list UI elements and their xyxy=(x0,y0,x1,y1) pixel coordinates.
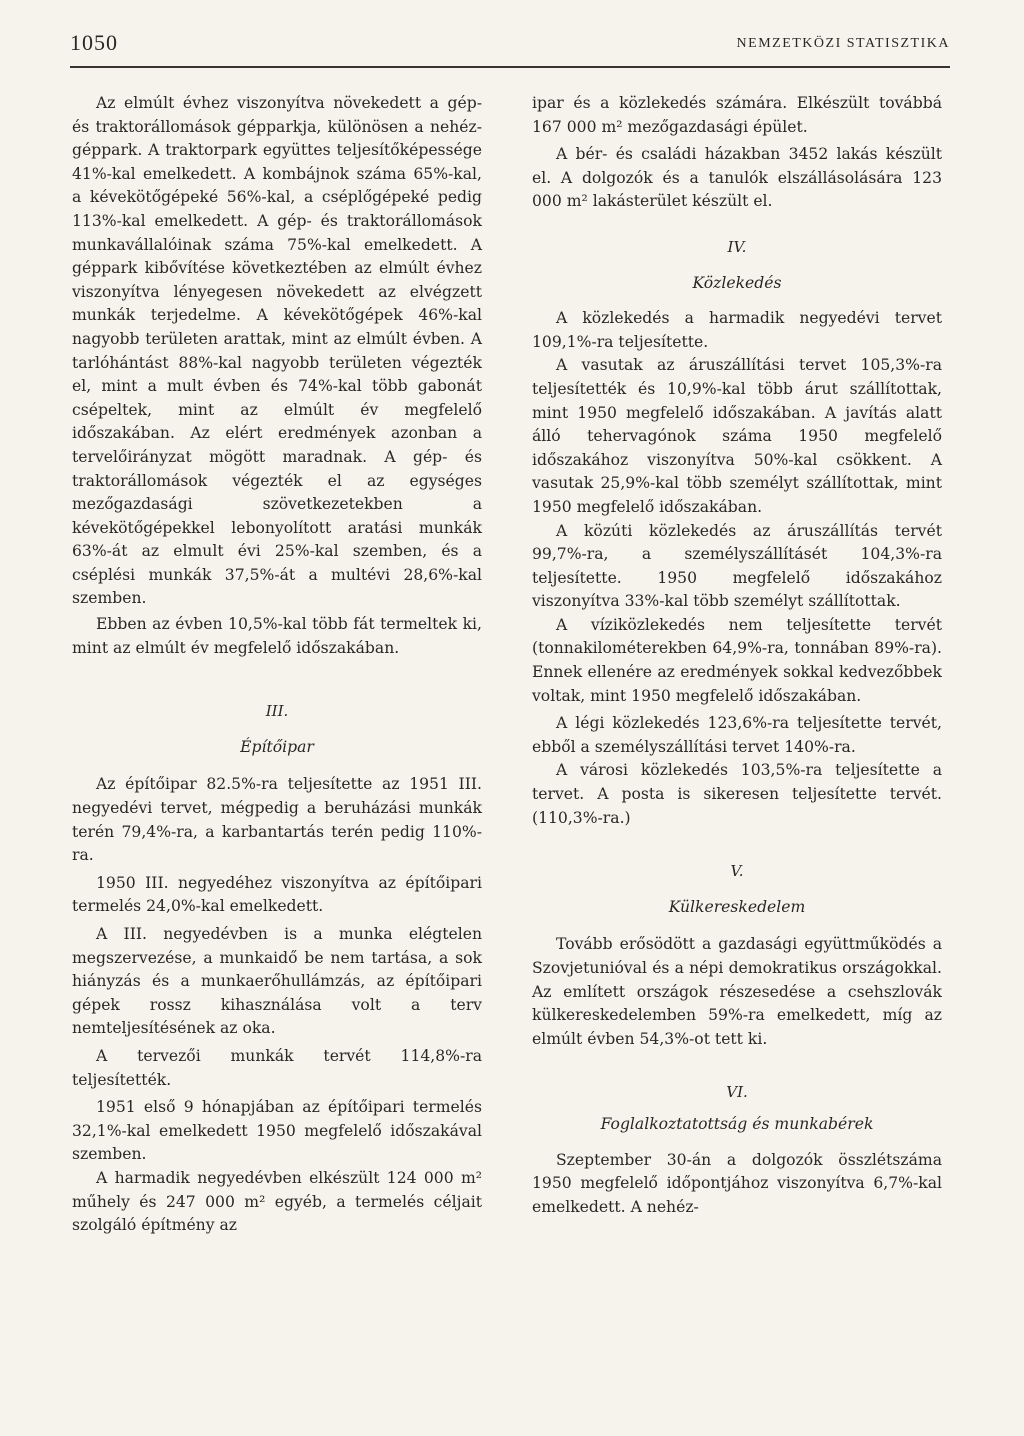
paragraph: A III. negyedévben is a munka elégtelen megszervezése, a munkaidő be nem tartása, a sok hiányzás és a munkaerőhullámzás, az építőipari gépek rossz kihasználása volt a terv nemteljesítésének az oka. xyxy=(72,925,482,1038)
right-column xyxy=(532,92,942,1219)
paragraph: Ebben az évben 10,5%-kal több fát termeltek ki, mint az elmúlt év megfelelő időszakában. xyxy=(72,615,482,657)
section-title: Külkereskedelem xyxy=(668,897,806,916)
section-title: Közlekedés xyxy=(692,273,782,292)
paragraph: Az építőipar 82.5%-ra teljesítette az 1951 III. negyedévi tervet, mégpedig a beruházási munkák terén 79,4%-ra, a karbantartás terén pedig 110%-ra. xyxy=(72,775,482,865)
paragraph: 1950 III. negyedéhez viszonyítva az építőipari termelés 24,0%-kal emelkedett. xyxy=(72,873,482,916)
paragraph: A közúti közlekedés az áruszállítás tervét 99,7%-ra, a személyszállításét 104,3%-ra teljesítette. 1950 megfelelő időszakához viszonyítva 33%-kal több személyt szállítottak. xyxy=(532,521,942,611)
paragraph: A harmadik negyedévben elkészült 124 000 m² műhely és 247 000 m² egyéb, a termelés céljait szolgáló építmény az xyxy=(72,1168,482,1235)
left-column xyxy=(72,92,482,1238)
paragraph: ipar és a közlekedés számára. Elkészült továbbá 167 000 m² mezőgazdasági épület. xyxy=(532,94,942,136)
page-header xyxy=(70,30,950,68)
page-number: 1050 xyxy=(70,30,118,55)
section-number: V. xyxy=(730,862,744,881)
running-head: NEMZETKÖZI STATISZTIKA xyxy=(736,36,950,51)
paragraph: A bér- és családi házakban 3452 lakás készült el. A dolgozók és a tanulók elszállásolására 123 000 m² lakásterület készült el. xyxy=(532,145,942,211)
paragraph: 1951 első 9 hónapjában az építőipari termelés 32,1%-kal emelkedett 1950 megfelelő időszakával szemben. xyxy=(72,1098,482,1164)
section-title: Építőipar xyxy=(240,737,314,756)
paragraph: Az elmúlt évhez viszonyítva növekedett a gép- és traktorállomások gépparkja, különösen a nehéz-géppark. A traktorpark együttes teljesítőképessége 41%-kal emelkedett. A kombájnok száma 65%-kal, a kévekötőgépeké 56%-kal, a cséplőgépeké pedig 113%-kal emelkedett. A gép- és traktorállomások munkavállalóinak száma 75%-kal emelkedett. A géppark kibővítése következtében az elmúlt évhez viszonyítva lényegesen növekedett az elvégzett munkák terjedelme. A kévekötőgépek 46%-kal nagyobb területen arattak, mint az elmúlt évben. A tarlóhántást 88%-kal nagyobb területen végezték el, mint a mult évben és 74%-kal több gabonát csépeltek, mint az elmúlt év megfelelő időszakában. Az elért eredmények azonban a tervelőirányzat mögött maradnak. A gép- és traktorállomások végezték el az egységes mezőgazdasági szövetkezetekben a kévekötőgépekkel lebonyolított aratási munkák 63%-át az elmult évi 25%-kal szemben, és a cséplési munkák 37,5%-át a multévi 28,6%-kal szemben. xyxy=(72,94,482,608)
paragraph: A légi közlekedés 123,6%-ra teljesítette tervét, ebből a személyszállítási tervet 140%-ra. xyxy=(532,714,942,756)
section-number: VI. xyxy=(726,1083,748,1102)
section-number: IV. xyxy=(727,237,747,256)
paragraph: Tovább erősödött a gazdasági együttműködés a Szovjetunióval és a népi demokratikus országokkal. Az említett országok részesedése a csehszlovák külkereskedelemben 59%-ra emelkedett, míg az elmúlt évben 54,3%-ot tett ki. xyxy=(532,935,942,1048)
section-title: Foglalkoztatottság és munkabérek xyxy=(600,1114,874,1133)
paragraph: Szeptember 30-án a dolgozók összlétszáma 1950 megfelelő időpontjához viszonyítva 6,7%-kal emelkedett. A nehéz- xyxy=(532,1150,942,1216)
paragraph: A vasutak az áruszállítási tervet 105,3%-ra teljesítették és 10,9%-kal több árut szállítottak, mint 1950 megfelelő időszakában. A javítás alatt álló tehervagónok száma 1950 megfelelő időszakához viszonyítva 50%-kal csökkent. A vasutak 25,9%-kal több személyt szállítottak, mint 1950 megfelelő időszakában. xyxy=(532,356,942,516)
paragraph: A városi közlekedés 103,5%-ra teljesítette a tervet. A posta is sikeresen teljesítette tervét. (110,3%-ra.) xyxy=(532,761,942,827)
section-number: III. xyxy=(265,702,289,721)
paragraph: A közlekedés a harmadik negyedévi tervet 109,1%-ra teljesítette. xyxy=(532,309,942,351)
paragraph: A tervezői munkák tervét 114,8%-ra teljesítették. xyxy=(72,1046,482,1089)
paragraph: A víziközlekedés nem teljesítette tervét (tonnakilométerekben 64,9%-ra, tonnában 89%-ra). Ennek ellenére az eredmények sokkal kedvezőbbek voltak, mint 1950 megfelelő időszakában. xyxy=(532,615,942,705)
